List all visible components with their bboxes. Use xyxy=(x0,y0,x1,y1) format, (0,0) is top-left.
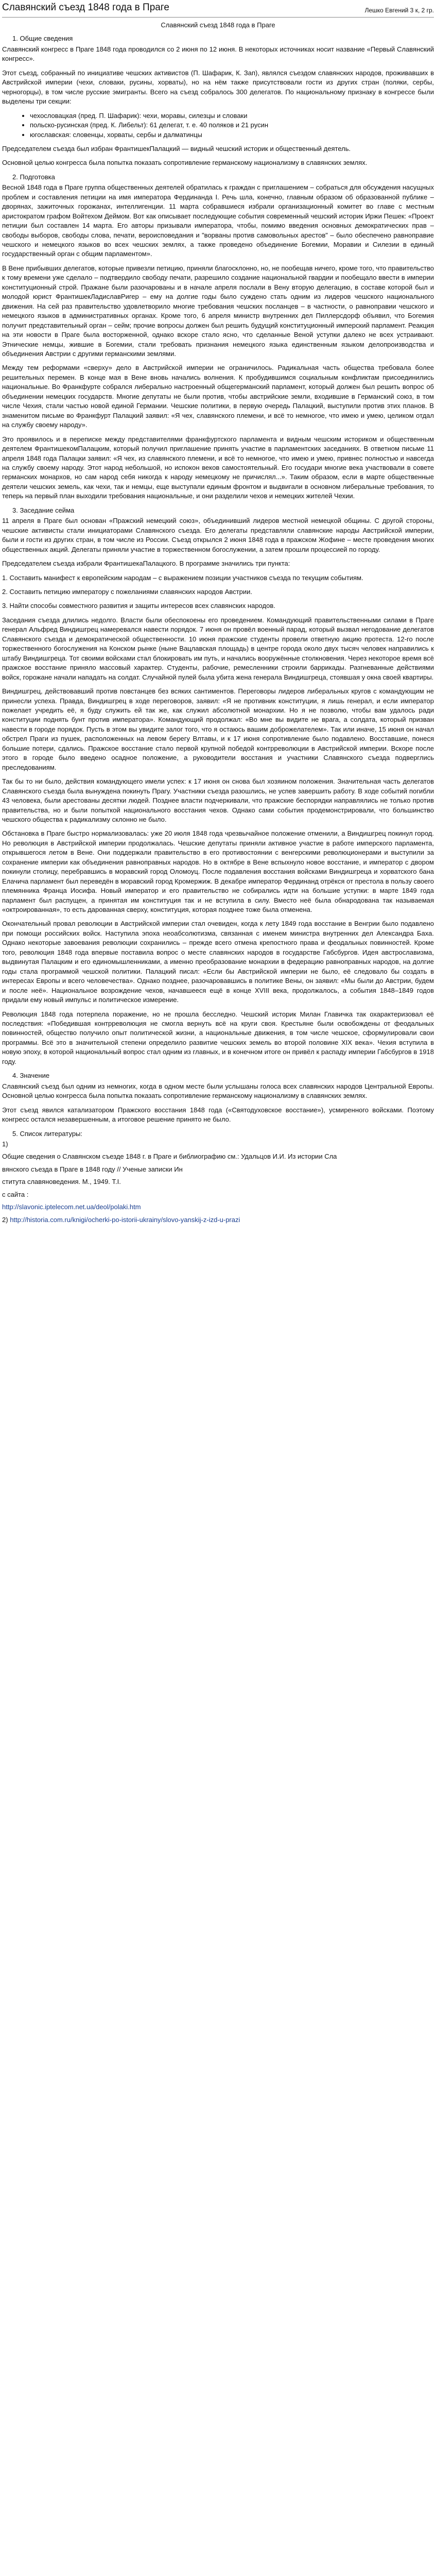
essay-title: Славянский съезд 1848 года в Праге xyxy=(161,21,275,29)
paragraph: Председателем съезда был избран ФрантишекПалацкий — видный чешский историк и общественный деятель. xyxy=(2,144,351,152)
document-title: Славянский съезд 1848 года в Праге xyxy=(2,2,169,13)
list-item: • польско-русинская (пред. К. Либельт): 61 делегат, т. е. 40 поляков и 21 русин xyxy=(30,121,434,130)
list-item: • чехословацкая (пред. П. Шафарик): чехи, моравы, силезцы и словаки xyxy=(30,111,434,121)
section-heading-references: 5. Список литературы: xyxy=(12,1129,83,1138)
section-heading-general: 1. Общие сведения xyxy=(12,35,73,43)
paragraph: Этот съезд явился катализатором Пражского восстания 1848 года («Святодуховское восстание»), усмиренного войсками. Поэтому конгресс остался незавершенным, а итоговое решение принято не было. xyxy=(2,1106,434,1124)
paragraph: Славянский съезд был одним из немногих, когда в одном месте были услышаны голоса всех славянских народов Центральной Европы. Основной целью конгресса была попытка показать сопротивление германскому национализму в славянских землях. xyxy=(2,1082,434,1100)
section-heading-preparation: 2. Подготовка xyxy=(12,173,55,181)
paragraph: Окончательный провал революции в Австрийской империи стал очевиден, когда к лету 1849 года восстание в Венгрии было подавлено при помощи российских войск. Наступила эпоха неоабсолютизма, связанная с именем министра внутренних дел Александра Баха. Однако некоторые завоевания революции сохранились – прежде всего отмена крепостного права и феодальных повинностей. Кроме того, революция 1848 года впервые поставила вопрос о месте славянских народов в государстве Габсбургов. Идея австрославизма, выдвинутая Палацким и его единомышленниками, а именно преобразование монархии в федерацию равноправных народов, на долгие годы стала программой чешской политики. Палацкий писал: «Если бы Австрийской империи не было, её следовало бы создать в интересах Европы и всего человечества». Однако позднее, разочаровавшись в политике Вены, он заявил: «Мы были до Австрии, будем и после неё». Национальное возрождение чехов, начавшееся ещё в конце XVIII века, продолжалось, а события 1848–1849 годов придали ему новый импульс и политическое измерение. xyxy=(2,920,434,1004)
paragraph: Славянский конгресс в Праге 1848 года проводился со 2 июня по 12 июня. В некоторых источниках носит название «Первый Славянский конгресс». xyxy=(2,45,434,63)
paragraph: Этот съезд, собранный по инициативе чешских активистов (П. Шафарик, К. Зап), являлся съездом славянских народов, проживавших в Австрийской империи (чехи, словаки, русины, хорваты), но на нём также присутствовали гости из других стран (поляки, сербы, черногорцы), в том числе русские эмигранты. Всего на съезд собралось 300 делегатов. По национальному признаку в конгрессе были выделены три секции: xyxy=(2,69,434,106)
reference-site-label: с сайта : xyxy=(2,1190,29,1198)
reference-text: ститута славяноведения. М., 1949. Т.I. xyxy=(2,1178,121,1186)
reference-text: Общие сведения о Славянском съезде 1848 г. в Праге и библиографию см.: Удальцов И.И. Из истории Сла xyxy=(2,1153,337,1161)
paragraph: Революция 1848 года потерпела поражение, но не прошла бесследно. Чешский историк Милан Главичка так охарактеризовал её последствия: «Победившая контрреволюция не смогла вернуть всё на круги своя. Крестьяне были освобождены от феодальных повинностей, общество получило опыт политической жизни, а национальные движения, в том числе чешское, сформулировали свои программы. Всё это в значительной степени определило развитие чешских земель во второй половине XIX века». Чехия вступила в новую эпоху, в которой национальный вопрос стал одним из главных, и в конечном итоге он привёл к распаду империи Габсбургов в 1918 году. xyxy=(2,1010,434,1065)
program-item: 2. Составить петицию императору с пожеланиями славянских народов Австрии. xyxy=(2,587,252,596)
program-item: 1. Составить манифест к европейским народам – с выражением позиции участников съезда по текущим событиям. xyxy=(2,573,363,582)
reference-number: 1) xyxy=(2,1140,8,1148)
section-heading-session: 3. Заседание сейма xyxy=(12,506,75,514)
paragraph: Председателем съезда избрали ФрантишекаПалацкого. В программе значились три пункта: xyxy=(2,560,290,568)
paragraph: Между тем реформами «сверху» дело в Австрийской империи не ограничилось. Радикальная часть общества требовала более решительных перемен. В конце мая в Вене вновь начались волнения. К пробудившимся социальным конфликтам присоединились национальные. Во Франкфурте собрался либерально настроенный общегерманский парламент, который должен был решить вопрос об объединении немецких государств. Многие депутаты не были против, чтобы австрийские земли, входившие в Германский союз, в том числе Чехия, стали частью новой единой Германии. Чешские политики, в первую очередь Палацкий, выступили против этих планов. В знаменитом письме во Франкфурт Палацкий заявил: «Я чех, славянского племени, и всё то немногое, что имею и умею, целиком отдал на службу своему народу». xyxy=(2,364,434,429)
paragraph: Виндишгрец, действовавший против повстанцев без всяких сантиментов. Переговоры лидеров либеральных кругов с командующим не принесли успеха. Правда, Виндишгрец в ходе переговоров, заявил: «Я не противник конституции, я лишь генерал, и если император пожелает учредить её, я буду служить ей так же, как служил абсолютной монархии. Но я не позволю, чтобы вам удалось ради конституции поднять бунт против императора». Командующий продолжал: «Во мне вы видите не врага, а солдата, который призван навести в городе порядок. Пусть в этом вы увидите залог того, что я остаюсь вашим доброжелателем». Так или иначе, 15 июня он начал обстрел Праги из пушек, расположенных на левом берегу Влтавы, и к 17 июня сопротивление было подавлено. Восставшие, понеся большие потери, сдались. Пражское восстание стало первой крупной победой контрреволюции в Австрийской империи. Вскоре после этого в городе было введено осадное положение, а руководители восстания и участники Славянского съезда подверглись преследованиям. xyxy=(2,687,434,771)
paragraph: Обстановка в Праге быстро нормализовалась: уже 20 июля 1848 года чрезвычайное положение отменили, а Виндишгрец покинул город. Но революция в Австрийской империи продолжалась. Чешские депутаты приняли активное участие в работе имперского парламента, открывшегося летом в Вене. Они поддержали правительство в его противостоянии с венгерскими революционерами и выступили за сохранение империи как объединения равноправных народов. Но в октябре в Вене вспыхнуло новое восстание, и император с двором покинули столицу, перебравшись в моравский город Оломоуц. После подавления восстания войсками Виндишгреца и хорватского бана Елачича парламент был переведён в моравский город Кромержиж. В декабре император Фердинанд отрёкся от престола в пользу своего племянника Франца Иосифа. Новый император и его правительство не собирались идти на большие уступки: в марте 1849 года парламент был распущен, а принятая им конституция так и не вступила в силу. Вместо неё была обнародована так называемая «октроированная», то есть дарованная сверху, конституция, которая позднее тоже была отменена. xyxy=(2,829,434,914)
reference-text: вянского съезда в Праге в 1848 году // Ученые записки Ин xyxy=(2,1165,183,1173)
paragraph: В Вене прибывших делегатов, которые привезли петицию, приняли благосклонно, но, не пообещав ничего, кроме того, что правительство к тому времени уже сделало – подтвердило свободу печати, разрешило создание национальной гвардии и пообещало ввести в империи конституционный строй. Пражане были разочарованы и в начале апреля послали в Вену вторую делегацию, в составе которой был и молодой юрист ФрантишекЛадиславРигер – ему на долгие годы было суждено стать одним из лидеров чешского национального движения. На сей раз правительство удовлетворило многие требования чешских посланцев – в частности, о равноправии чешского и немецкого языков в административных органах. Кроме того, 6 апреля министр внутренних дел Пиллерсдорф объявил, что Богемия получит представительный орган – сейм; прочие вопросы должен был решить будущий конституционный имперский парламент. Реакция на эти новости в Праге была восторженной, однако вскоре стало ясно, что сделанные Веной уступки далеко не всех устраивают. Этнические немцы, жившие в Богемии, стали требовать признания немецкого языка единственным языком делопроизводства и объединения Австрии с другими германскими землями. xyxy=(2,264,434,358)
document-header xyxy=(2,0,434,18)
author-line: Лешко Евгений 3 к, 2 гр. xyxy=(364,6,434,14)
paragraph: Основной целью конгресса была попытка показать сопротивление германскому национализму в славянских землях. xyxy=(2,159,368,167)
document-page xyxy=(0,0,436,1225)
reference-link-2[interactable]: http://historia.com.ru/knigi/ocherki-po-istorii-ukrainy/slovo-yanskij-z-izd-u-prazi xyxy=(10,1215,240,1224)
paragraph: Это проявилось и в переписке между представителями франкфуртского парламента и видным чешским историком и общественным деятелем ФрантишекомПалацким, который получил приглашение принять участие в парламентских заседаниях. В ответном письме 11 апреля 1848 года Палацки заявил: «Я чех, из славянского племени, и всё то немногое, что имею и умею, привнес полностью и навсегда на службу своему народу. Этот народ небольшой, но испокон веков самостоятельный. Его государи многие века участвовали в совете германских монархов, но сам народ себя никогда к народу немецкому не причислял...». Таким образом, если в марте общественные деятели чешских земель, как чехи, так и немцы, еще выступали единым фронтом и выдвигали в основном либеральные требования, то теперь на первый план выходили требования национальные, и они разделили чехов и немецких жителей Чехии. xyxy=(2,435,434,500)
sections-list xyxy=(2,111,434,140)
section-heading-significance: 4. Значение xyxy=(12,1072,50,1080)
program-item: 3. Найти способы совместного развития и защиты интересов всех славянских народов. xyxy=(2,602,275,610)
reference-link-1[interactable]: http://slavonic.iptelecom.net.ua/deol/polaki.htm xyxy=(2,1203,141,1211)
paragraph: Заседания съезда длились недолго. Власти были обеспокоены его проведением. Командующий правительственными силами в Праге генерал Альфред Виндишгрец намеревался навести порядок. 7 июня он провёл военный парад, который вызвал негодование делегатов Славянского съезда и демократической общественности. 10 июня пражские студенты провели ответную акцию протеста. 12-го после торжественного богослужения на Конском рынке (ныне Вацлавская площадь) в центре города около двух тысяч человек направились к штабу Виндишгреца. Тот своими войсками стал блокировать им путь, и начались вооружённые столкновения. Через некоторое время всё пражское восстание приняло массовый характер. Студенты, рабочие, ремесленники строили баррикады. Разгневанные действиями войск, горожане начали нападать на солдат. Случайной пулей была убита жена генерала Виндишгреца, стоявшая у окна своей квартиры. xyxy=(2,616,434,681)
paragraph: 11 апреля в Праге был основан «Пражский немецкий союз», объединивший лидеров местной немецкой общины. С другой стороны, чешские активисты стали инициаторами Славянского съезда. Его делегаты представляли славянские народы Австрийской империи, были и гости из других стран, в том числе из России. Съезд открылся 2 июня 1848 года в пражском Жофине – месте проведения многих общественных акций. Делегаты приняли участие в торжественном богослужении, а затем прошли процессией по городу. xyxy=(2,517,434,553)
reference-number: 2) xyxy=(2,1215,8,1224)
paragraph: Так бы то ни было, действия командующего имели успех: к 17 июня он снова был хозяином положения. Значительная часть делегатов Славянского съезда была вынуждена покинуть Прагу. Участники съезда разошлись, не успев завершить работу. В ходе событий погибли 43 человека, были арестованы десятки людей. Позднее власти подчеркивали, что пражские беспорядки направлялись не только против правительства, но и были попыткой национального восстания чехов. Однако сами события продемонстрировали, что большинство чешского общества к радикализму склонно не было. xyxy=(2,777,434,823)
list-item: • югославская: словенцы, хорваты, сербы и далматинцы xyxy=(30,130,434,140)
paragraph: Весной 1848 года в Праге группа общественных деятелей обратилась к граждан с приглашением – собраться для обсуждения насущных проблем и составления петиции на имя императора Фердинанда I. Речь шла, конечно, главным образом об образованной публике – дворянах, зажиточных горожанах, интеллигенции. 11 марта собравшиеся избрали организационный комитет во главе с местным аристократом графом Войтехом Деймом. Вот как описывает последующие события современный чешский историк Иржи Пешек: «Проект петиции был составлен 14 марта. Его авторы призывали императора, чтобы, помимо введения основных демократических прав – свободы выборов, свободы слова, печати, вероисповедания и "ворваны против самовольных арестов" – было обеспечено равноправие чешского и немецкого языков во всех чешских землях, а также проведено объединение Богемии, Моравии и Силезии в единый государственный орган с общим парламентом». xyxy=(2,183,434,258)
